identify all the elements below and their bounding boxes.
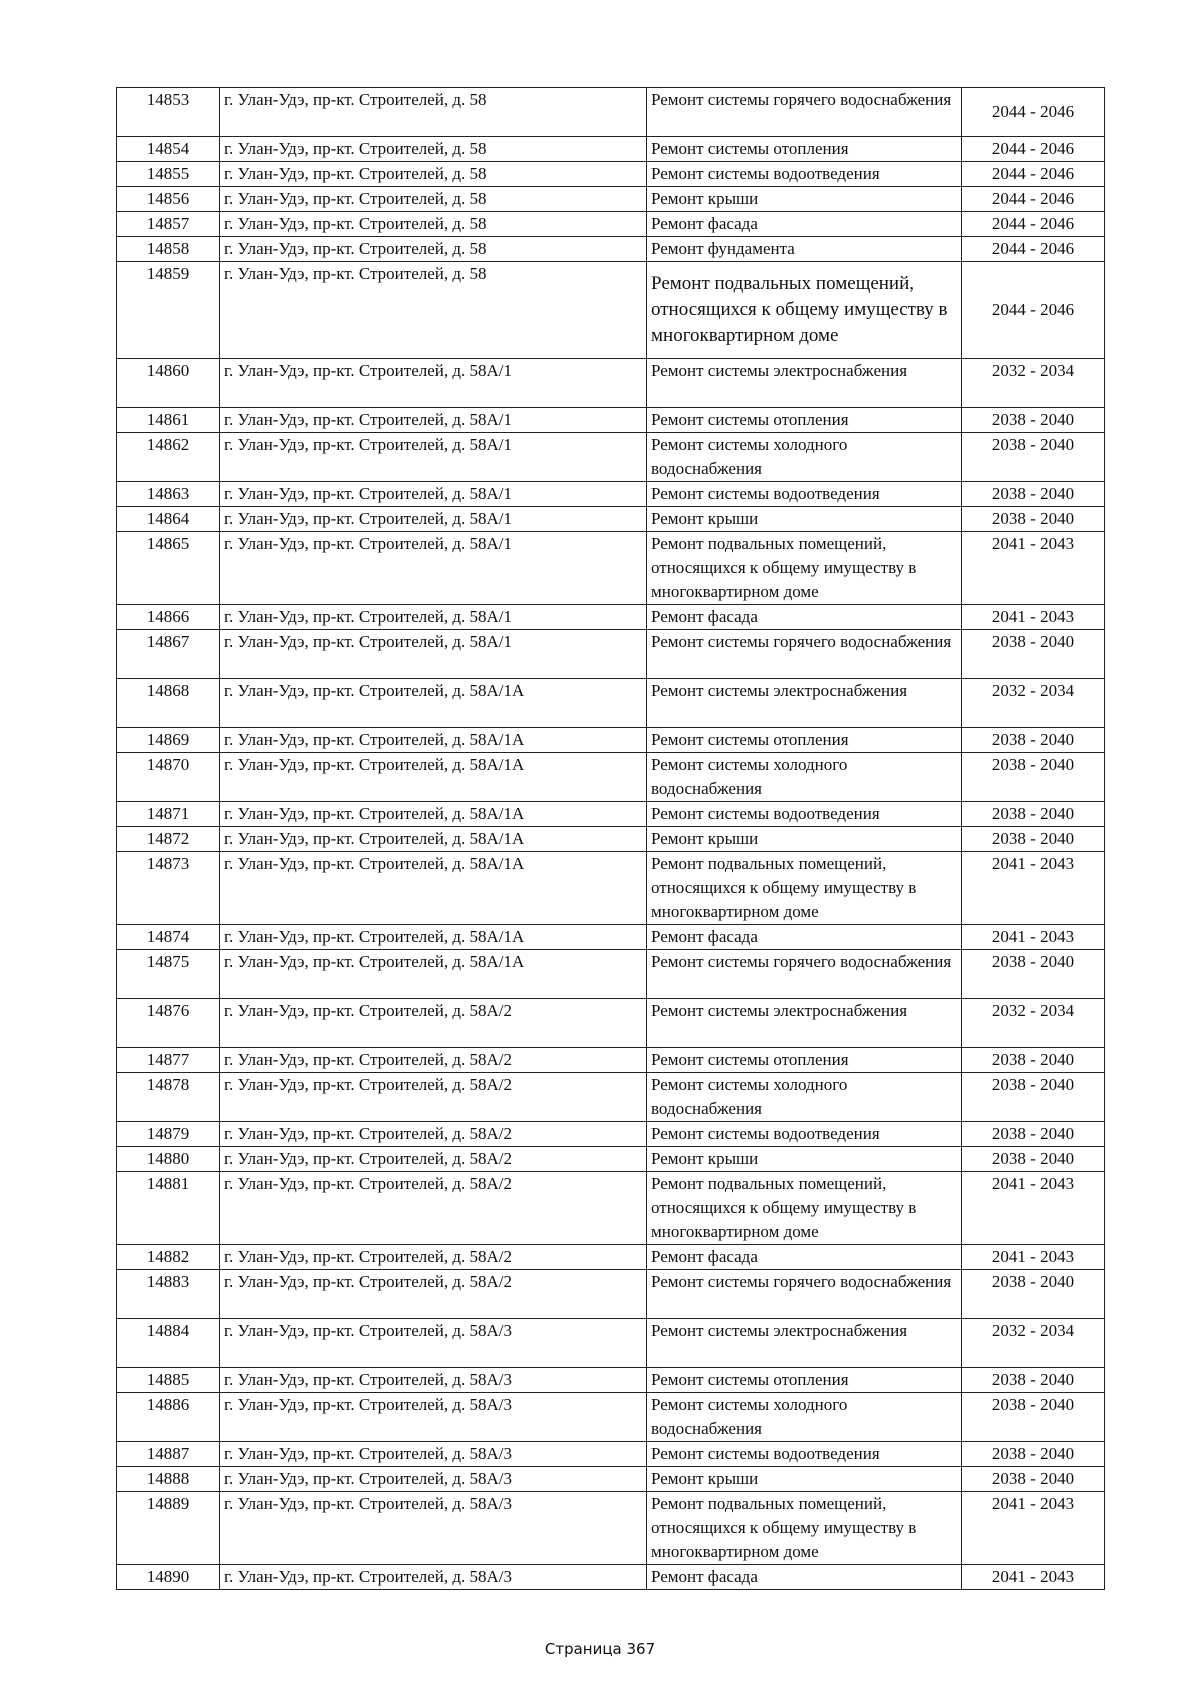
period-cell: 2038 - 2040 [962, 1442, 1105, 1467]
period-cell: 2044 - 2046 [962, 237, 1105, 262]
address-cell: г. Улан-Удэ, пр-кт. Строителей, д. 58А/1А [220, 679, 647, 728]
table-row [117, 1122, 1105, 1147]
work-type-cell: Ремонт системы отопления [647, 137, 962, 162]
work-type-cell: Ремонт системы электроснабжения [647, 679, 962, 728]
row-number-cell: 14868 [117, 679, 220, 728]
period-cell: 2038 - 2040 [962, 1147, 1105, 1172]
address-cell: г. Улан-Удэ, пр-кт. Строителей, д. 58А/1А [220, 753, 647, 802]
work-type-cell: Ремонт системы холодного водоснабжения [647, 1073, 962, 1122]
row-number-cell: 14855 [117, 162, 220, 187]
row-number-cell: 14873 [117, 852, 220, 925]
work-type-cell: Ремонт системы горячего водоснабжения [647, 630, 962, 679]
period-cell: 2041 - 2043 [962, 605, 1105, 630]
table-row [117, 1245, 1105, 1270]
work-type-cell: Ремонт подвальных помещений, относящихся к общему имуществу в многоквартирном доме [647, 1492, 962, 1565]
period-cell: 2038 - 2040 [962, 507, 1105, 532]
row-number-cell: 14888 [117, 1467, 220, 1492]
row-number-cell: 14884 [117, 1319, 220, 1368]
address-cell: г. Улан-Удэ, пр-кт. Строителей, д. 58А/2 [220, 1270, 647, 1319]
work-type-cell: Ремонт системы водоотведения [647, 802, 962, 827]
address-cell: г. Улан-Удэ, пр-кт. Строителей, д. 58А/3 [220, 1442, 647, 1467]
period-cell: 2038 - 2040 [962, 753, 1105, 802]
work-type-cell: Ремонт системы отопления [647, 728, 962, 753]
row-number-cell: 14856 [117, 187, 220, 212]
period-cell: 2041 - 2043 [962, 1245, 1105, 1270]
table-row [117, 605, 1105, 630]
address-cell: г. Улан-Удэ, пр-кт. Строителей, д. 58 [220, 187, 647, 212]
row-number-cell: 14859 [117, 262, 220, 359]
table-row [117, 1147, 1105, 1172]
work-type-cell: Ремонт фасада [647, 925, 962, 950]
period-cell: 2038 - 2040 [962, 950, 1105, 999]
row-number-cell: 14864 [117, 507, 220, 532]
work-type-cell: Ремонт системы горячего водоснабжения [647, 950, 962, 999]
period-cell: 2038 - 2040 [962, 1368, 1105, 1393]
address-cell: г. Улан-Удэ, пр-кт. Строителей, д. 58 [220, 137, 647, 162]
address-cell: г. Улан-Удэ, пр-кт. Строителей, д. 58А/1А [220, 802, 647, 827]
table-row [117, 1393, 1105, 1442]
address-cell: г. Улан-Удэ, пр-кт. Строителей, д. 58А/2 [220, 1073, 647, 1122]
work-type-cell: Ремонт крыши [647, 187, 962, 212]
address-cell: г. Улан-Удэ, пр-кт. Строителей, д. 58А/3 [220, 1319, 647, 1368]
table-row [117, 262, 1105, 359]
address-cell: г. Улан-Удэ, пр-кт. Строителей, д. 58А/2 [220, 1147, 647, 1172]
period-cell: 2032 - 2034 [962, 1319, 1105, 1368]
address-cell: г. Улан-Удэ, пр-кт. Строителей, д. 58А/2 [220, 1122, 647, 1147]
row-number-cell: 14870 [117, 753, 220, 802]
work-type-cell: Ремонт системы водоотведения [647, 162, 962, 187]
address-cell: г. Улан-Удэ, пр-кт. Строителей, д. 58А/1 [220, 507, 647, 532]
period-cell: 2041 - 2043 [962, 1565, 1105, 1590]
address-cell: г. Улан-Удэ, пр-кт. Строителей, д. 58А/2 [220, 1172, 647, 1245]
table-row [117, 630, 1105, 679]
row-number-cell: 14875 [117, 950, 220, 999]
address-cell: г. Улан-Удэ, пр-кт. Строителей, д. 58А/3 [220, 1467, 647, 1492]
row-number-cell: 14862 [117, 433, 220, 482]
table-row [117, 1319, 1105, 1368]
period-cell: 2038 - 2040 [962, 1467, 1105, 1492]
work-type-cell: Ремонт фасада [647, 1565, 962, 1590]
address-cell: г. Улан-Удэ, пр-кт. Строителей, д. 58А/1А [220, 950, 647, 999]
row-number-cell: 14867 [117, 630, 220, 679]
row-number-cell: 14872 [117, 827, 220, 852]
table-row [117, 408, 1105, 433]
page-number: Страница 367 [544, 1640, 656, 1658]
row-number-cell: 14858 [117, 237, 220, 262]
table-row [117, 852, 1105, 925]
table-row [117, 532, 1105, 605]
address-cell: г. Улан-Удэ, пр-кт. Строителей, д. 58А/1А [220, 925, 647, 950]
period-cell: 2038 - 2040 [962, 1073, 1105, 1122]
work-type-cell: Ремонт системы отопления [647, 1368, 962, 1393]
row-number-cell: 14877 [117, 1048, 220, 1073]
period-cell: 2038 - 2040 [962, 1122, 1105, 1147]
address-cell: г. Улан-Удэ, пр-кт. Строителей, д. 58А/1 [220, 605, 647, 630]
table-row [117, 482, 1105, 507]
period-cell: 2041 - 2043 [962, 925, 1105, 950]
document-table-container [116, 87, 1104, 1590]
work-type-cell: Ремонт подвальных помещений, относящихся к общему имуществу в многоквартирном доме [647, 262, 962, 359]
table-row [117, 1442, 1105, 1467]
work-type-cell: Ремонт подвальных помещений, относящихся к общему имуществу в многоквартирном доме [647, 532, 962, 605]
row-number-cell: 14879 [117, 1122, 220, 1147]
row-number-cell: 14866 [117, 605, 220, 630]
address-cell: г. Улан-Удэ, пр-кт. Строителей, д. 58 [220, 162, 647, 187]
period-cell: 2044 - 2046 [962, 212, 1105, 237]
period-cell: 2038 - 2040 [962, 630, 1105, 679]
period-cell: 2044 - 2046 [962, 137, 1105, 162]
period-cell: 2038 - 2040 [962, 1270, 1105, 1319]
address-cell: г. Улан-Удэ, пр-кт. Строителей, д. 58А/3 [220, 1393, 647, 1442]
table-row [117, 1492, 1105, 1565]
period-cell: 2041 - 2043 [962, 852, 1105, 925]
work-type-cell: Ремонт фасада [647, 1245, 962, 1270]
row-number-cell: 14886 [117, 1393, 220, 1442]
period-cell: 2038 - 2040 [962, 1393, 1105, 1442]
period-cell: 2038 - 2040 [962, 728, 1105, 753]
row-number-cell: 14880 [117, 1147, 220, 1172]
table-row [117, 827, 1105, 852]
table-row [117, 999, 1105, 1048]
table-row [117, 1467, 1105, 1492]
work-type-cell: Ремонт подвальных помещений, относящихся к общему имуществу в многоквартирном доме [647, 1172, 962, 1245]
period-cell: 2038 - 2040 [962, 433, 1105, 482]
address-cell: г. Улан-Удэ, пр-кт. Строителей, д. 58А/2 [220, 1245, 647, 1270]
row-number-cell: 14871 [117, 802, 220, 827]
work-type-cell: Ремонт системы горячего водоснабжения [647, 88, 962, 137]
address-cell: г. Улан-Удэ, пр-кт. Строителей, д. 58А/3 [220, 1492, 647, 1565]
work-type-cell: Ремонт фундамента [647, 237, 962, 262]
address-cell: г. Улан-Удэ, пр-кт. Строителей, д. 58А/1А [220, 852, 647, 925]
period-cell: 2044 - 2046 [962, 187, 1105, 212]
row-number-cell: 14869 [117, 728, 220, 753]
repair-schedule-table [116, 87, 1105, 1590]
address-cell: г. Улан-Удэ, пр-кт. Строителей, д. 58А/1А [220, 728, 647, 753]
table-row [117, 359, 1105, 408]
work-type-cell: Ремонт системы холодного водоснабжения [647, 433, 962, 482]
row-number-cell: 14882 [117, 1245, 220, 1270]
period-cell: 2038 - 2040 [962, 1048, 1105, 1073]
address-cell: г. Улан-Удэ, пр-кт. Строителей, д. 58А/1А [220, 827, 647, 852]
table-row [117, 507, 1105, 532]
period-cell: 2038 - 2040 [962, 827, 1105, 852]
row-number-cell: 14863 [117, 482, 220, 507]
table-row [117, 88, 1105, 137]
table-row [117, 679, 1105, 728]
work-type-cell: Ремонт системы электроснабжения [647, 359, 962, 408]
table-row [117, 1172, 1105, 1245]
address-cell: г. Улан-Удэ, пр-кт. Строителей, д. 58А/2 [220, 1048, 647, 1073]
row-number-cell: 14889 [117, 1492, 220, 1565]
row-number-cell: 14881 [117, 1172, 220, 1245]
work-type-cell: Ремонт фасада [647, 605, 962, 630]
period-cell: 2038 - 2040 [962, 482, 1105, 507]
period-cell: 2032 - 2034 [962, 999, 1105, 1048]
table-row [117, 950, 1105, 999]
work-type-cell: Ремонт системы электроснабжения [647, 1319, 962, 1368]
address-cell: г. Улан-Удэ, пр-кт. Строителей, д. 58А/2 [220, 999, 647, 1048]
row-number-cell: 14878 [117, 1073, 220, 1122]
table-body [117, 88, 1105, 1590]
table-row [117, 433, 1105, 482]
table-row [117, 237, 1105, 262]
table-row [117, 187, 1105, 212]
work-type-cell: Ремонт крыши [647, 827, 962, 852]
work-type-cell: Ремонт системы водоотведения [647, 482, 962, 507]
period-cell: 2044 - 2046 [962, 88, 1105, 137]
period-cell: 2032 - 2034 [962, 679, 1105, 728]
work-type-cell: Ремонт системы водоотведения [647, 1442, 962, 1467]
address-cell: г. Улан-Удэ, пр-кт. Строителей, д. 58 [220, 262, 647, 359]
period-cell: 2038 - 2040 [962, 408, 1105, 433]
work-type-cell: Ремонт подвальных помещений, относящихся к общему имуществу в многоквартирном доме [647, 852, 962, 925]
address-cell: г. Улан-Удэ, пр-кт. Строителей, д. 58 [220, 237, 647, 262]
period-cell: 2041 - 2043 [962, 532, 1105, 605]
row-number-cell: 14853 [117, 88, 220, 137]
table-row [117, 162, 1105, 187]
work-type-cell: Ремонт системы горячего водоснабжения [647, 1270, 962, 1319]
period-cell: 2041 - 2043 [962, 1172, 1105, 1245]
address-cell: г. Улан-Удэ, пр-кт. Строителей, д. 58 [220, 212, 647, 237]
row-number-cell: 14857 [117, 212, 220, 237]
address-cell: г. Улан-Удэ, пр-кт. Строителей, д. 58А/3 [220, 1368, 647, 1393]
period-cell: 2044 - 2046 [962, 262, 1105, 359]
period-cell: 2038 - 2040 [962, 802, 1105, 827]
table-row [117, 1368, 1105, 1393]
table-row [117, 802, 1105, 827]
address-cell: г. Улан-Удэ, пр-кт. Строителей, д. 58А/1 [220, 359, 647, 408]
address-cell: г. Улан-Удэ, пр-кт. Строителей, д. 58А/1 [220, 532, 647, 605]
table-row [117, 728, 1105, 753]
table-row [117, 925, 1105, 950]
address-cell: г. Улан-Удэ, пр-кт. Строителей, д. 58А/1 [220, 482, 647, 507]
work-type-cell: Ремонт крыши [647, 507, 962, 532]
address-cell: г. Улан-Удэ, пр-кт. Строителей, д. 58А/3 [220, 1565, 647, 1590]
row-number-cell: 14885 [117, 1368, 220, 1393]
work-type-cell: Ремонт фасада [647, 212, 962, 237]
work-type-cell: Ремонт системы электроснабжения [647, 999, 962, 1048]
table-row [117, 753, 1105, 802]
table-row [117, 1048, 1105, 1073]
work-type-cell: Ремонт системы отопления [647, 408, 962, 433]
row-number-cell: 14876 [117, 999, 220, 1048]
work-type-cell: Ремонт крыши [647, 1467, 962, 1492]
row-number-cell: 14887 [117, 1442, 220, 1467]
address-cell: г. Улан-Удэ, пр-кт. Строителей, д. 58А/1 [220, 408, 647, 433]
row-number-cell: 14861 [117, 408, 220, 433]
table-row [117, 1565, 1105, 1590]
work-type-cell: Ремонт крыши [647, 1147, 962, 1172]
work-type-cell: Ремонт системы отопления [647, 1048, 962, 1073]
row-number-cell: 14854 [117, 137, 220, 162]
row-number-cell: 14865 [117, 532, 220, 605]
table-row [117, 1073, 1105, 1122]
work-type-cell: Ремонт системы водоотведения [647, 1122, 962, 1147]
row-number-cell: 14860 [117, 359, 220, 408]
period-cell: 2041 - 2043 [962, 1492, 1105, 1565]
period-cell: 2044 - 2046 [962, 162, 1105, 187]
address-cell: г. Улан-Удэ, пр-кт. Строителей, д. 58 [220, 88, 647, 137]
work-type-cell: Ремонт системы холодного водоснабжения [647, 753, 962, 802]
row-number-cell: 14883 [117, 1270, 220, 1319]
address-cell: г. Улан-Удэ, пр-кт. Строителей, д. 58А/1 [220, 433, 647, 482]
table-row [117, 212, 1105, 237]
table-row [117, 137, 1105, 162]
row-number-cell: 14890 [117, 1565, 220, 1590]
period-cell: 2032 - 2034 [962, 359, 1105, 408]
row-number-cell: 14874 [117, 925, 220, 950]
address-cell: г. Улан-Удэ, пр-кт. Строителей, д. 58А/1 [220, 630, 647, 679]
work-type-cell: Ремонт системы холодного водоснабжения [647, 1393, 962, 1442]
table-row [117, 1270, 1105, 1319]
